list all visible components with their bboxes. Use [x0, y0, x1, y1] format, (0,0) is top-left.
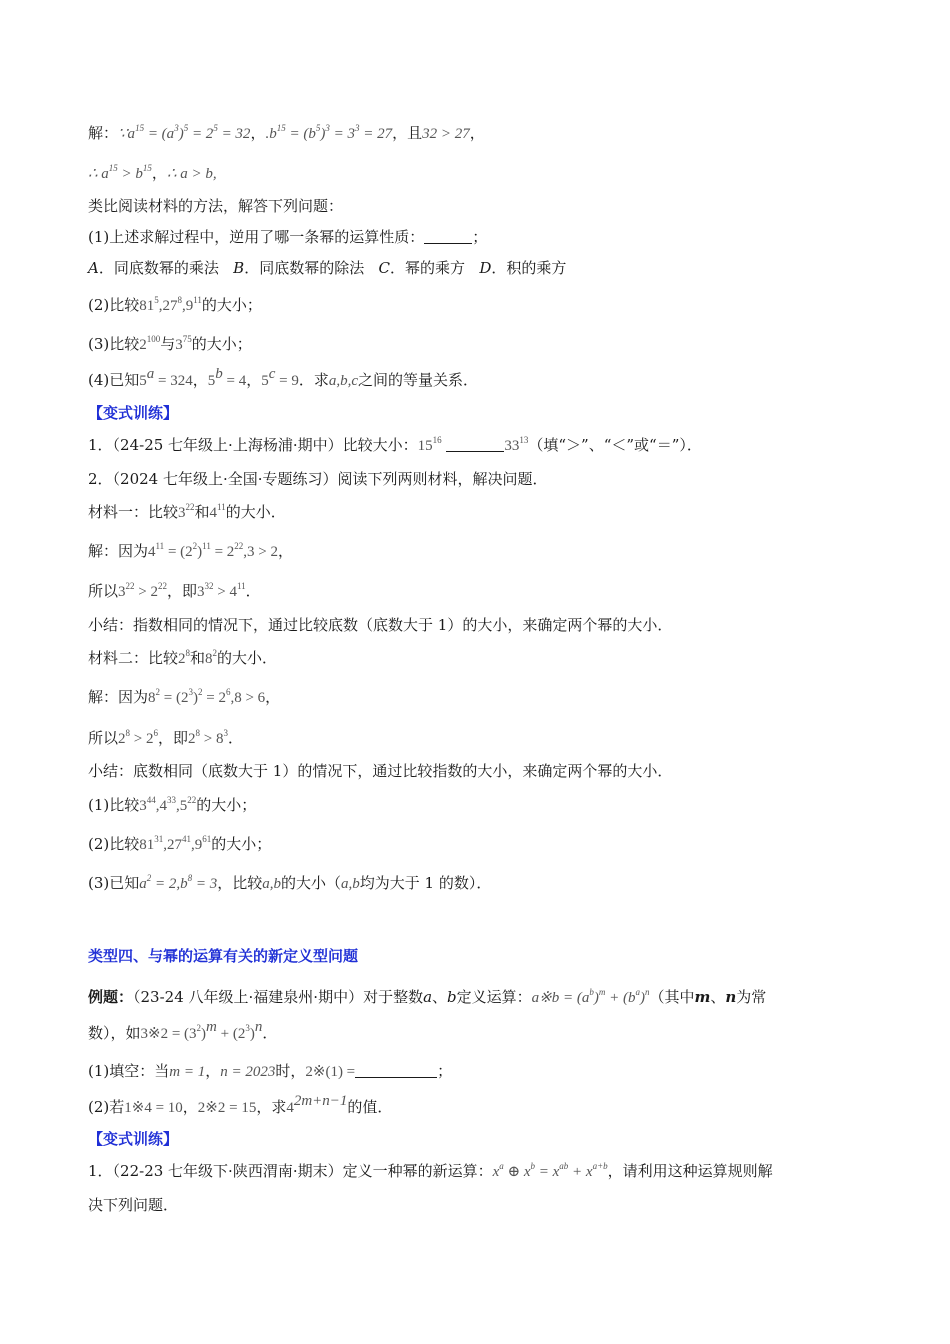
text: 解： [88, 124, 119, 142]
math: $3^{22} > 2^{22}$ [118, 581, 167, 600]
solution-line-1: 解：$\because a^{15} = (a^3)^5 = 2^5 = 32$，$.b^{15} = (b^5)^3 = 3^3 = 27$，且32 > 27， [88, 123, 485, 142]
math: $3^{44},4^{33},5^{22}$ [139, 795, 197, 814]
math: $8^2$ [205, 648, 218, 667]
math: $33^{13}$ [504, 435, 529, 454]
math: 2※(1) = [305, 1064, 356, 1080]
math: 3※2 = $(3^2)^m + (2^3)^n$ [140, 1019, 263, 1042]
example-question-2: (2)若1※4 = 10，2※2 = 15，求$4^{2m+n-1}$的值． [88, 1093, 393, 1116]
math: $4^{11}$ [209, 502, 226, 521]
instruction: 类比阅读材料的方法，解答下列问题： [88, 197, 344, 215]
example-line-2: 数），如3※2 = $(3^2)^m + (2^3)^n$． [88, 1019, 278, 1042]
variant-new-definition-2: 决下列问题． [88, 1196, 179, 1214]
math: $2^8$ [178, 648, 191, 667]
math: m = 1 [169, 1064, 206, 1080]
math: a,b [341, 876, 360, 892]
material-1: 材料一：比较$3^{22}$和$4^{11}$的大小． [88, 502, 286, 521]
math: 2※2 = 15 [197, 1100, 257, 1116]
math: $3^{22}$ [178, 502, 195, 521]
math: a,b,c [328, 373, 359, 389]
sub-question-2: (2)比较$81^{31},27^{41},9^{61}$的大小； [88, 834, 272, 853]
material-1-conclusion: 所以$3^{22} > 2^{22}$，即$3^{32} > 4^{11}$． [88, 581, 261, 600]
variant-new-definition-1: 1．（22-23 七年级下·陕西渭南·期末）定义一种幂的新运算：$x^a$ ⊕ $x^b = x^{ab} + x^{a+b}$，请利用这种运算规则解 [88, 1161, 773, 1180]
math: $a^2 = 2,b^8 = 3$ [139, 873, 218, 892]
math: $2^{100}$ [139, 334, 161, 353]
math: $4^{2m+n-1}$ [286, 1093, 348, 1116]
variant-question-1: 1．（24-25 七年级上·上海杨浦·期中）比较大小：$15^{16}$ $33^{13}$（填“＞”、“＜”或“＝”）． [88, 435, 702, 454]
math: $15^{16}$ [417, 435, 442, 454]
section-title-type-4: 类型四、与幂的运算有关的新定义型问题 [88, 947, 359, 965]
summary-1: 小结：指数相同的情况下，通过比较底数（底数大于 1）的大小，来确定两个幂的大小． [88, 616, 673, 634]
question-2: (2)比较$81^5,27^8,9^{11}$的大小； [88, 295, 262, 314]
answer-blank[interactable] [446, 437, 504, 452]
sub-question-1: (1)比较$3^{44},4^{33},5^{22}$的大小； [88, 795, 257, 814]
math: ∴ $a^{15} > b^{15}$ [88, 163, 152, 182]
example-question-1: (1)填空：当m = 1，n = 2023时，2※(1) = ； [88, 1062, 453, 1080]
material-2: 材料二：比较$2^8$和$8^2$的大小． [88, 648, 278, 667]
summary-2: 小结：底数相同（底数大于 1）的情况下，通过比较指数的大小，来确定两个幂的大小． [88, 762, 673, 780]
example-line-1: 例题：（23-24 八年级上·福建泉州·期中）对于整数a、b定义运算：a※b = $(a^b)^m + (b^a)^n$（其中m、n为常 [88, 987, 767, 1006]
math: $81^5,27^8,9^{11}$ [139, 295, 202, 314]
math: $5^a = 324$ [139, 366, 193, 389]
math: ∴ a > b, [166, 166, 217, 182]
math: $2^8 > 8^3$ [188, 728, 228, 747]
section-header-variant-2: 【变式训练】 [88, 1130, 179, 1148]
section-header-variant-1: 【变式训练】 [88, 404, 179, 422]
math: a※b = $(a^b)^m + (b^a)^n$ [531, 987, 650, 1006]
math: n = 2023 [220, 1064, 276, 1080]
question-3: (3)比较$2^{100}$与$3^{75}$的大小； [88, 334, 252, 353]
options: A．同底数幂的乘法 B．同底数幂的除法 C．幂的乘方 D．积的乘方 [88, 259, 567, 277]
math: a,b [262, 876, 282, 892]
answer-blank[interactable] [355, 1063, 437, 1078]
math: $\because a^{15} = (a^3)^5 = 2^5 = 32$ [118, 123, 251, 142]
question-4: (4)已知$5^a = 324$，$5^b = 4$，$5^c = 9$．求a,b,c之间的等量关系． [88, 366, 479, 389]
math: $81^{31},27^{41},9^{61}$ [139, 834, 212, 853]
sub-question-3: (3)已知$a^2 = 2,b^8 = 3$，比较a,b的大小（a,b均为大于 1 的数）． [88, 873, 492, 892]
math: $3^{75}$ [175, 334, 192, 353]
math: 32 > 27 [422, 126, 470, 142]
question-1: (1)上述求解过程中，逆用了哪一条幂的运算性质： ； [88, 228, 488, 246]
material-2-solution: 解：因为$8^2 = (2^3)^2 = 2^6,8 > 6$， [88, 687, 281, 706]
material-2-conclusion: 所以$2^8 > 2^6$，即$2^8 > 8^3$． [88, 728, 243, 747]
math: $2^8 > 2^6$ [118, 728, 158, 747]
math: $5^b = 4$ [207, 366, 247, 389]
math: $3^{32} > 4^{11}$ [197, 581, 246, 600]
solution-line-2: ∴ $a^{15} > b^{15}$，∴ a > b, [88, 163, 217, 182]
math: $x^a$ ⊕ $x^b = x^{ab} + x^{a+b}$ [492, 1161, 608, 1180]
math: $4^{11} = (2^2)^{11} = 2^{22},3 > 2$ [148, 541, 279, 560]
material-1-solution: 解：因为$4^{11} = (2^2)^{11} = 2^{22},3 > 2$， [88, 541, 294, 560]
math: $5^c = 9$ [261, 366, 299, 389]
math: 1※4 = 10 [124, 1100, 183, 1116]
math: $.b^{15} = (b^5)^3 = 3^3 = 27$ [265, 123, 393, 142]
math: $8^2 = (2^3)^2 = 2^6,8 > 6$ [148, 687, 266, 706]
variant-question-2: 2．（2024 七年级上·全国·专题练习）阅读下列两则材料，解决问题． [88, 470, 548, 488]
answer-blank[interactable] [424, 229, 472, 244]
